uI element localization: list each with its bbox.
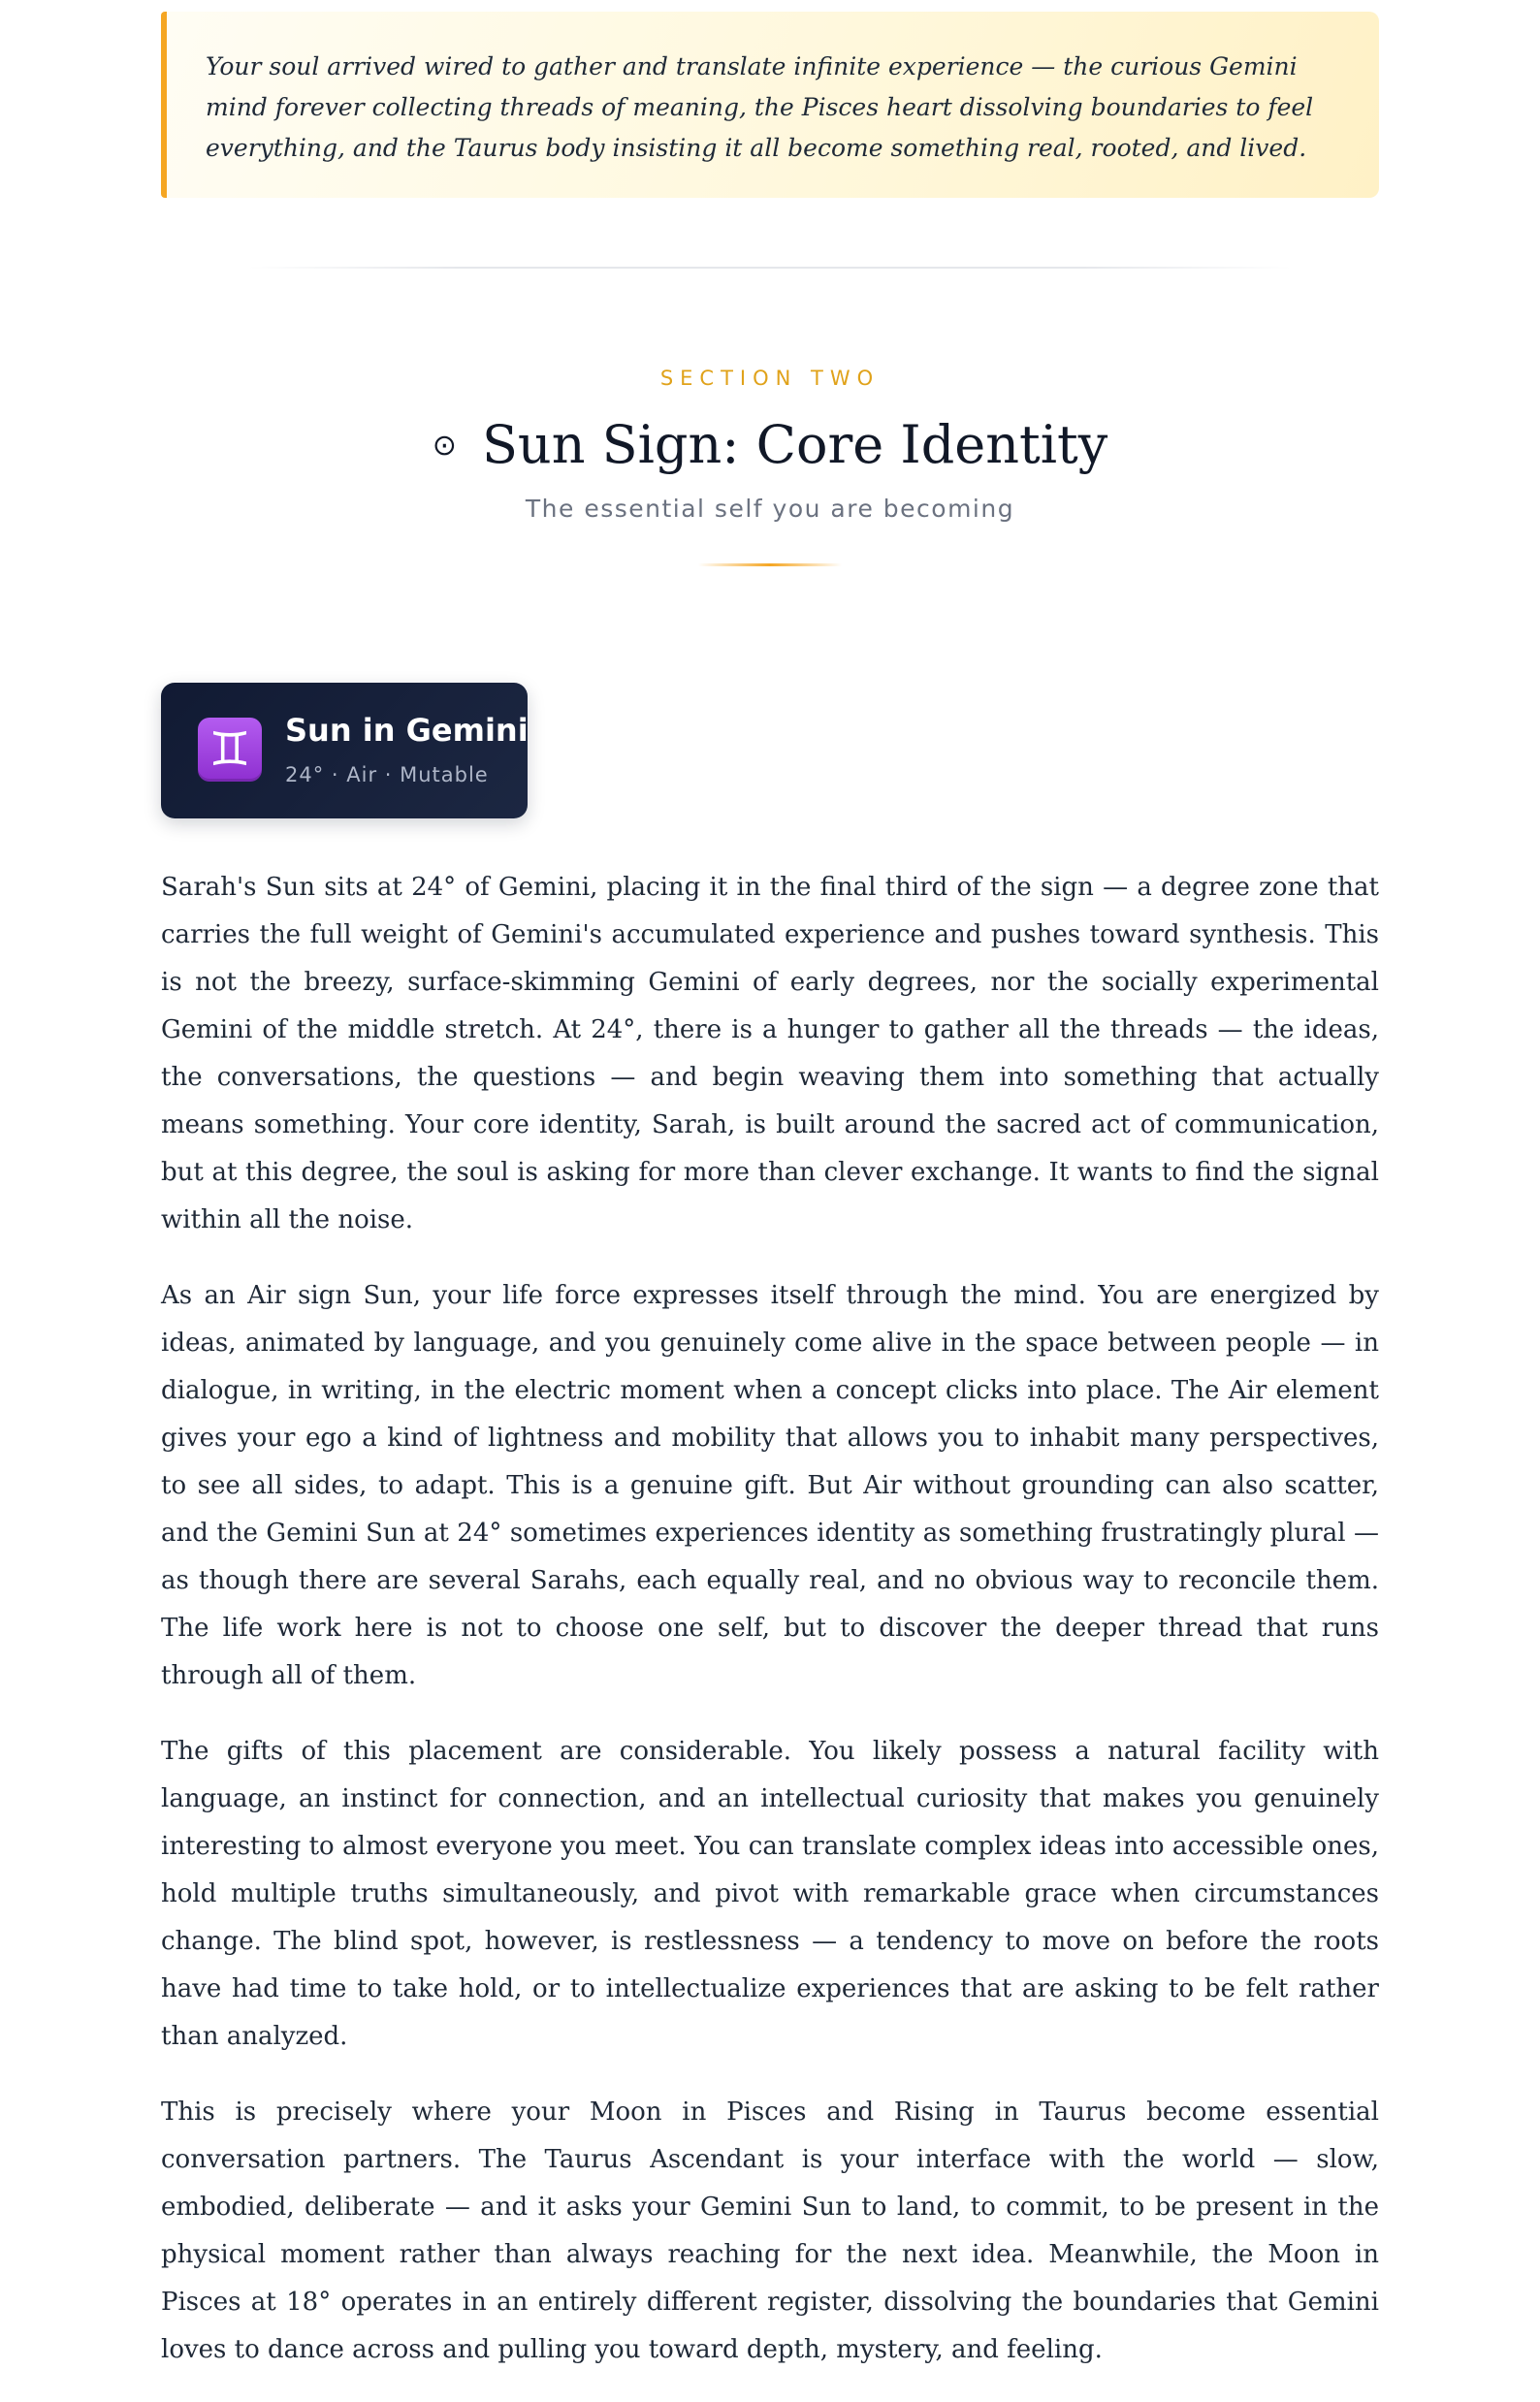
- section-divider: [248, 267, 1292, 269]
- intro-quote-text: Your soul arrived wired to gather and translate infinite experience — the curious Gemini mind forever collecting threads of meaning, the Pisces heart dissolving boundaries to feel everything, and the Taurus body insisting it all become something real, rooted, and lived.: [206, 52, 1314, 162]
- paragraph: Sarah's Sun sits at 24° of Gemini, placing it in the final third of the sign — a degree zone that carries the full weight of Gemini's accumulated experience and pushes toward synthesis. This is not the breezy, surface-skimming Gemini of early degrees, nor the socially experimental Gemini of the middle stretch. At 24°, there is a hunger to gather all the threads — the ideas, the conversations, the questions — and begin weaving them into something that actually means something. Your core identity, Sarah, is built around the sacred act of communication, but at this degree, the soul is asking for more than clever exchange. It wants to find the signal within all the noise.: [161, 873, 1379, 1234]
- section-title: [161, 411, 1379, 480]
- paragraph: As an Air sign Sun, your life force expresses itself through the mind. You are energized by ideas, animated by language, and you genuinely come alive in the space between people — in dialogue, in writing, in the electric moment when a concept clicks into place. The Air element gives your ego a kind of lightness and mobility that allows you to inhabit many perspectives, to see all sides, to adapt. This is a genuine gift. But Air without grounding can also scatter, and the Gemini Sun at 24° sometimes experiences identity as something frustratingly plural — as though there are several Sarahs, each equally real, and no obvious way to reconcile them. The life work here is not to choose one self, but to discover the deeper thread that runs through all of them.: [161, 1281, 1379, 1690]
- gemini-icon: ♊: [198, 718, 262, 782]
- sun-placement-badge: [161, 683, 528, 818]
- intro-quote-callout: [161, 12, 1379, 198]
- title-underline: [698, 563, 842, 566]
- placement-title: Sun in Gemini: [285, 712, 529, 749]
- section-eyebrow: SECTION TWO: [659, 367, 881, 390]
- section-subtitle: The essential self you are becoming: [525, 495, 1015, 523]
- sun-icon: ⊙: [432, 429, 457, 463]
- paragraph: The gifts of this placement are considerable. You likely possess a natural facility with language, an instinct for connection, and an intellectual curiosity that makes you genuinely interesting to almost everyone you meet. You can translate complex ideas into accessible ones, hold multiple truths simultaneously, and pivot with remarkable grace when circumstances change. The blind spot, however, is restlessness — a tendency to move on before the roots have had time to take hold, or to intellectualize experiences that are asking to be felt rather than analyzed.: [161, 1737, 1379, 2051]
- placement-meta: 24° · Air · Mutable: [285, 763, 489, 786]
- paragraph: This is precisely where your Moon in Pisces and Rising in Taurus become essential conversation partners. The Taurus Ascendant is your interface with the world — slow, embodied, deliberate — and it asks your Gemini Sun to land, to commit, to be present in the physical moment rather than always reaching for the next idea. Meanwhile, the Moon in Pisces at 18° operates in an entirely different register, dissolving the boundaries that Gemini loves to dance across and pulling you toward depth, mystery, and feeling.: [161, 2098, 1379, 2364]
- body-text: [161, 864, 1379, 2402]
- section-title-text: Sun Sign: Core Identity: [481, 414, 1108, 475]
